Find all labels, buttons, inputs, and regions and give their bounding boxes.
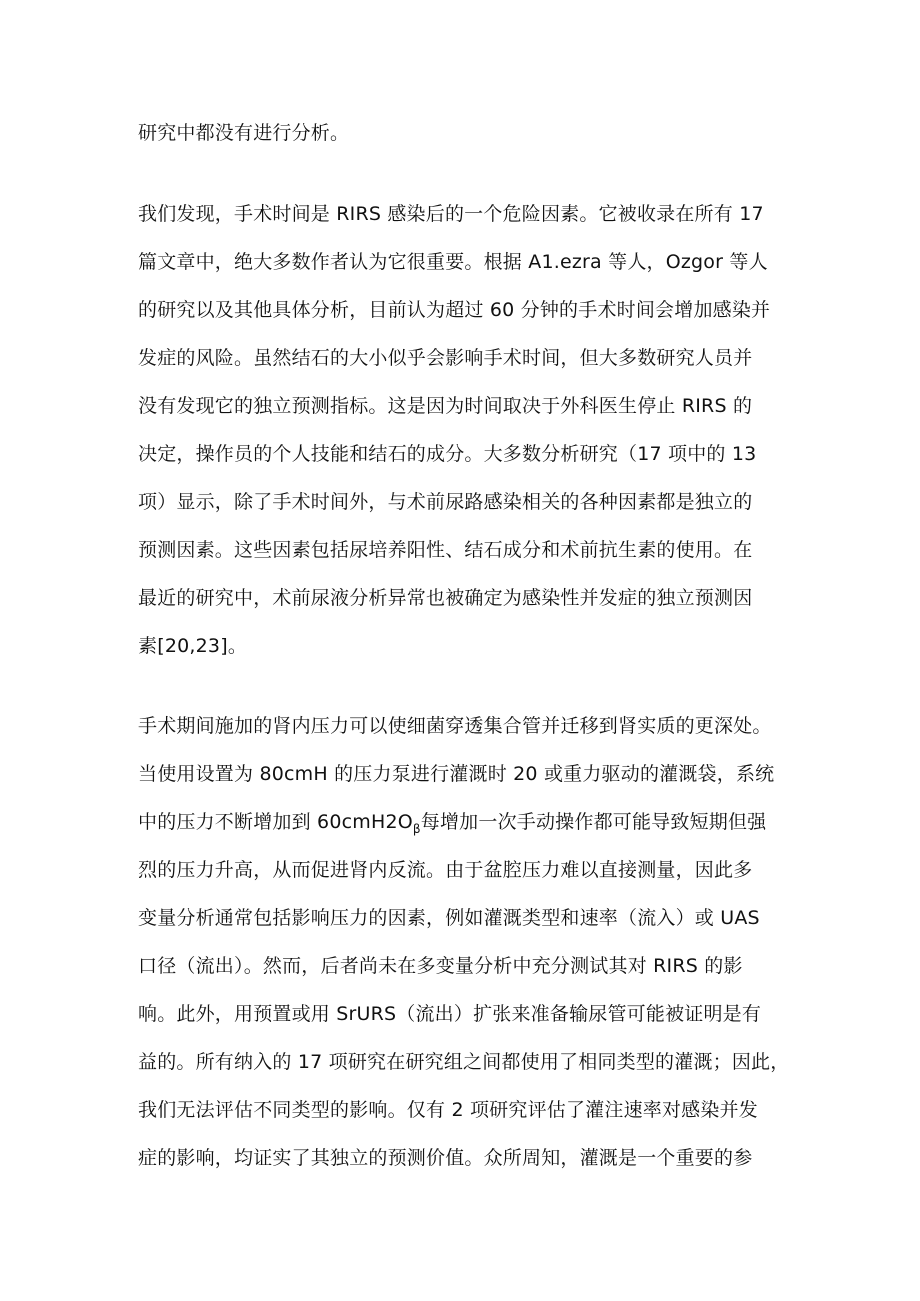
paragraph-3-line-7: 响。此外，用预置或用 SrURS（流出）扩张来准备输尿管可能被证明是有	[138, 1003, 762, 1025]
paragraph-2-line-5: 没有发现它的独立预测指标。这是因为时间取决于外科医生停止 RIRS 的	[138, 395, 753, 417]
paragraph-3-line-5: 变量分析通常包括影响压力的因素，例如灌溉类型和速率（流入）或 UAS	[138, 907, 760, 929]
paragraph-3-line-1: 手术期间施加的肾内压力可以使细菌穿透集合管并迁移到肾实质的更深处。	[138, 715, 772, 737]
paragraph-3-line-3	[138, 810, 766, 841]
paragraph-2-line-2: 篇文章中，绝大多数作者认为它很重要。根据 A1.ezra 等人，Ozgor 等人	[138, 251, 768, 273]
paragraph-3-line-3-head: 中的压力不断增加到 60cmH2O	[138, 811, 413, 833]
paragraph-2-line-3: 的研究以及其他具体分析，目前认为超过 60 分钟的手术时间会增加感染并	[138, 299, 771, 321]
paragraph-3-line-10: 症的影响，均证实了其独立的预测价值。众所周知，灌溉是一个重要的参	[138, 1147, 753, 1169]
paragraph-2-line-6: 决定，操作员的个人技能和结石的成分。大多数分析研究（17 项中的 13	[138, 443, 757, 465]
paragraph-3-line-6: 口径（流出）。然而，后者尚未在多变量分析中充分测试其对 RIRS 的影	[138, 955, 743, 977]
paragraph-1-line-1: 研究中都没有进行分析。	[138, 122, 350, 144]
paragraph-2-line-1: 我们发现，手术时间是 RIRS 感染后的一个危险因素。它被收录在所有 17	[138, 203, 764, 225]
paragraph-3-line-2: 当使用设置为 80cmH 的压力泵进行灌溉时 20 或重力驱动的灌溉袋，系统	[138, 763, 775, 785]
paragraph-3-line-9: 我们无法评估不同类型的影响。仅有 2 项研究评估了灌注速率对感染并发	[138, 1099, 758, 1121]
paragraph-2-line-10: 素[20,23]。	[138, 635, 248, 657]
paragraph-2-line-7: 项）显示，除了手术时间外，与术前尿路感染相关的各种因素都是独立的	[138, 491, 753, 513]
paragraph-2-line-4: 发症的风险。虽然结石的大小似乎会影响手术时间，但大多数研究人员并	[138, 347, 753, 369]
paragraph-3-line-3-tail: 每增加一次手动操作都可能导致短期但强	[420, 811, 767, 833]
beta-subscript: β	[412, 822, 421, 836]
paragraph-2-line-9: 最近的研究中，术前尿液分析异常也被确定为感染性并发症的独立预测因	[138, 587, 753, 609]
paragraph-3-line-4: 烈的压力升高，从而促进肾内反流。由于盆腔压力难以直接测量，因此多	[138, 859, 753, 881]
paragraph-2-line-8: 预测因素。这些因素包括尿培养阳性、结石成分和术前抗生素的使用。在	[138, 539, 753, 561]
paragraph-3-line-8: 益的。所有纳入的 17 项研究在研究组之间都使用了相同类型的灌溉；因此，	[138, 1051, 790, 1073]
